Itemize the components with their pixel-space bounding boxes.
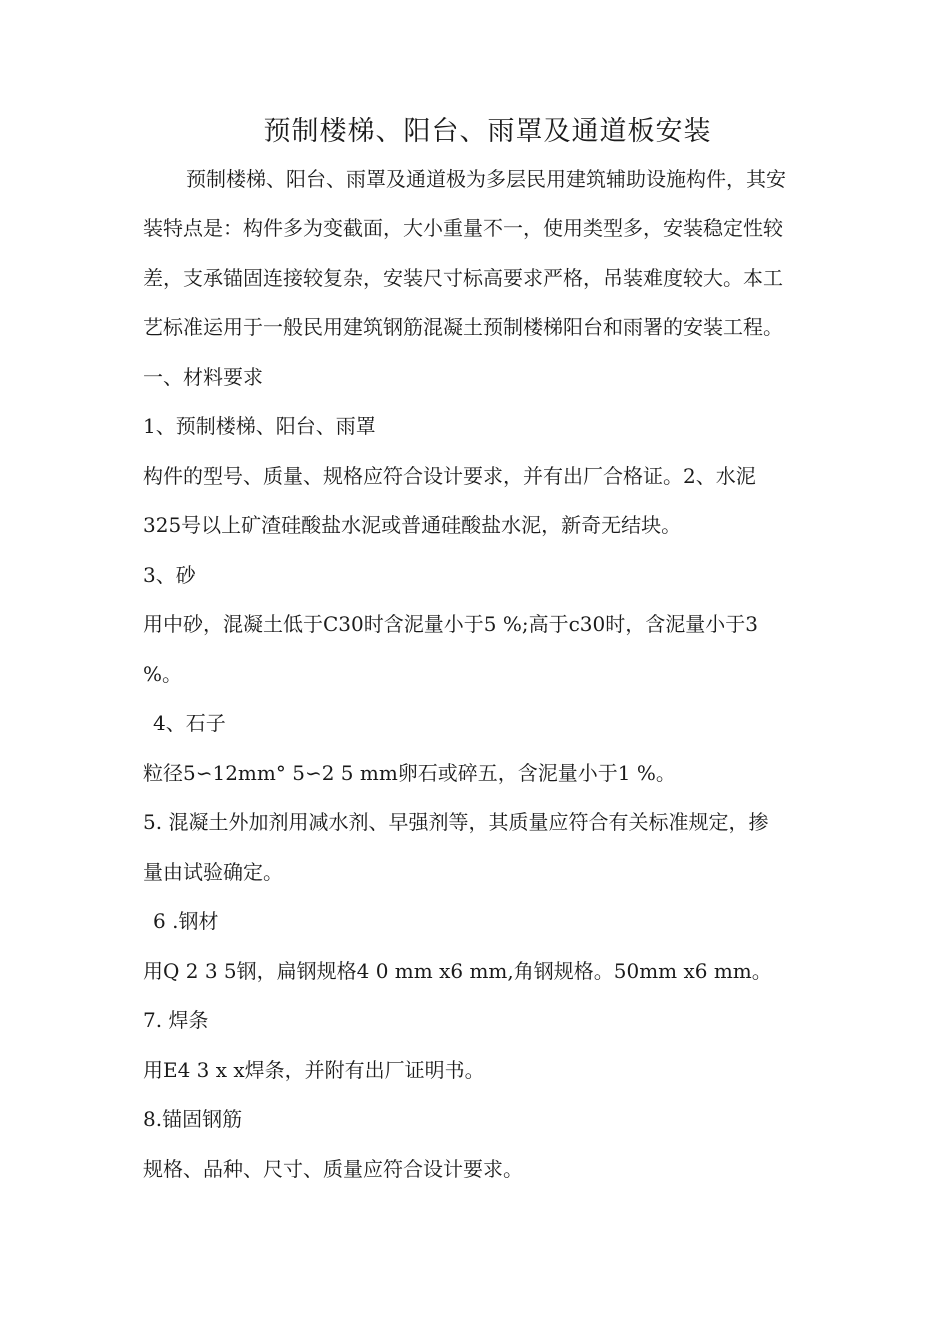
paragraph-line: 用E4 3 x x焊条，并附有出厂证明书。 [143,1058,485,1082]
paragraph-line: 用Q 2 3 5钢，扁钢规格4 0 mm x6 mm,角钢规格。50mm x6 mm。 [143,959,772,983]
subsection-heading: 1、预制楼梯、阳台、雨罩 [143,414,376,438]
subsection-heading: 7. 焊条 [143,1008,209,1032]
paragraph-line: 艺标准运用于一般民用建筑钢筋混凝土预制楼梯阳台和雨署的安装工程。 [143,315,783,339]
paragraph-line: 预制楼梯、阳台、雨罩及通道极为多层民用建筑辅助设施构件，其安 [186,167,786,191]
subsection-heading: 3、砂 [143,563,196,587]
paragraph-line: 量由试验确定。 [143,860,283,884]
paragraph-line: 325号以上矿渣硅酸盐水泥或普通硅酸盐水泥，新奇无结块。 [143,513,682,537]
subsection-heading: 6 .钢材 [153,909,219,933]
paragraph-line: 5. 混凝土外加剂用减水剂、早强剂等，其质量应符合有关标准规定，掺 [143,810,769,834]
paragraph-line: 用中砂，混凝土低于C30时含泥量小于5 %;高于c30时，含泥量小于3 [143,612,758,636]
subsection-heading: 8.锚固钢筋 [143,1107,243,1131]
paragraph-line: %。 [143,662,183,686]
paragraph-line: 构件的型号、质量、规格应符合设计要求，并有出厂合格证。2、水泥 [143,464,756,488]
section-heading: 一、材料要求 [143,365,263,389]
paragraph-line: 规格、品种、尺寸、质量应符合设计要求。 [143,1157,523,1181]
document-title: 预制楼梯、阳台、雨罩及通道板安装 [263,116,712,147]
paragraph-line: 装特点是：构件多为变截面，大小重量不一，使用类型多，安装稳定性较 [143,216,783,240]
subsection-heading: 4、石子 [153,711,226,735]
paragraph-line: 粒径5∽12mm° 5∽2 5 mm卵石或碎五，含泥量小于1 %。 [143,761,676,785]
paragraph-line: 差，支承锚固连接较复杂，安装尺寸标高要求严格，吊装难度较大。本工 [143,266,783,290]
